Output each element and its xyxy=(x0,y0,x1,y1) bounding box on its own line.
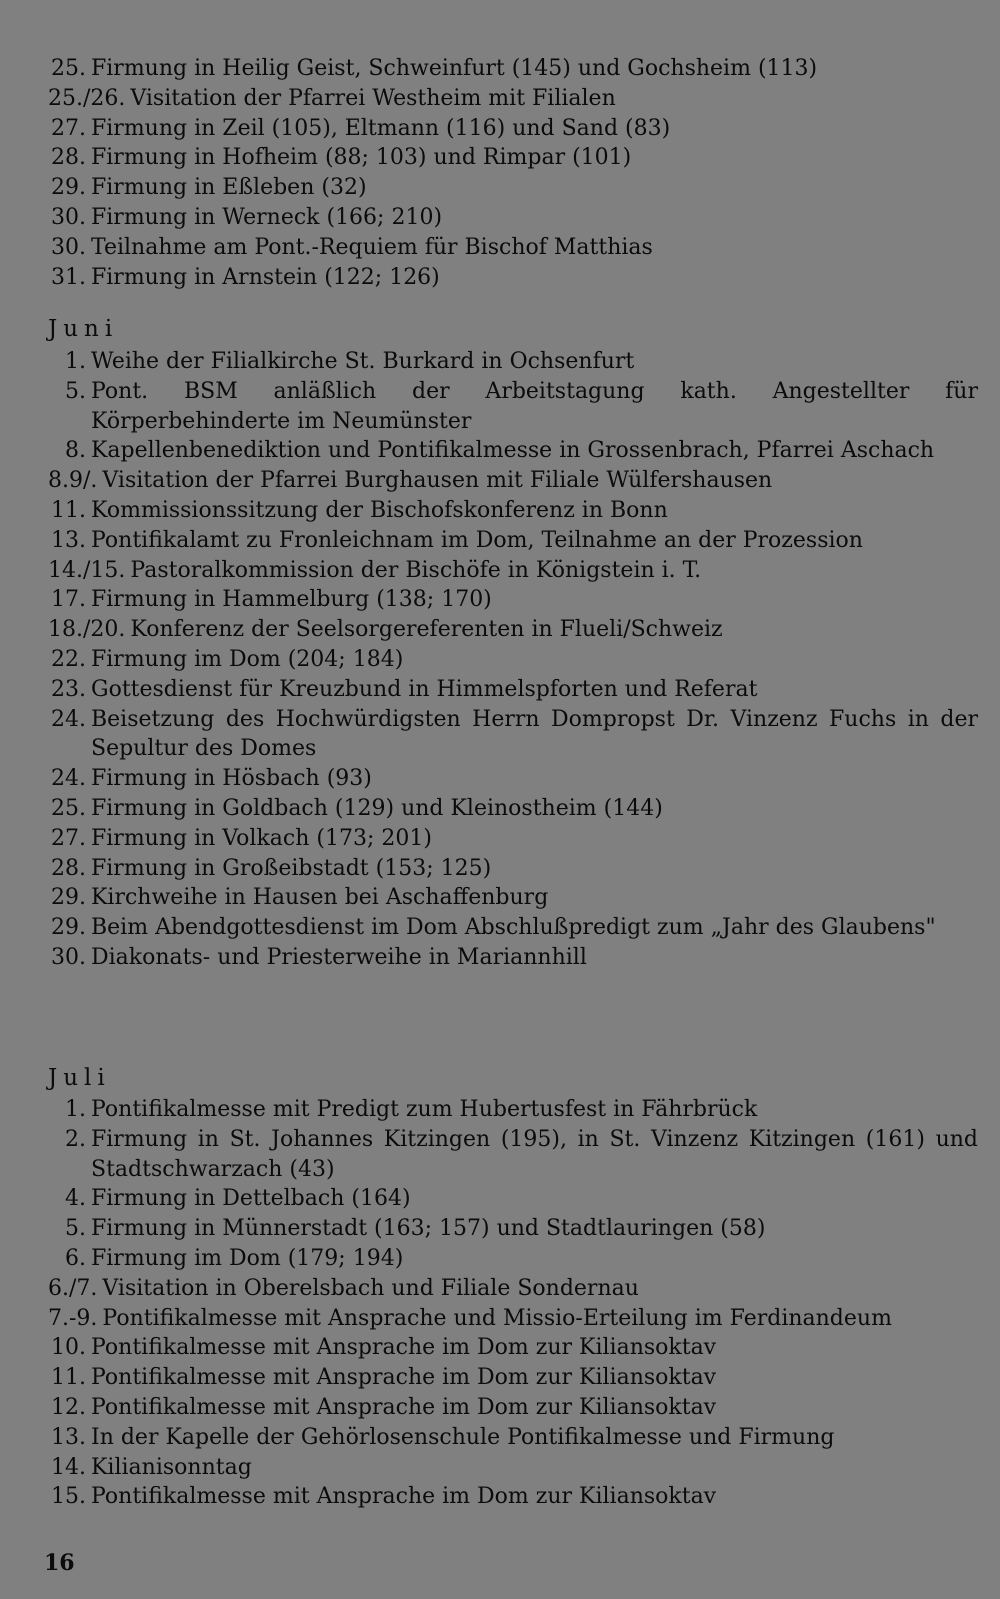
entry-text: Firmung in Goldbach (129) und Kleinostheim (144) xyxy=(91,795,663,821)
entry-text: Firmung in St. Johannes Kitzingen (195), in St. Vinzenz Kitzingen (161) und Stadtschwarzach (43) xyxy=(91,1126,978,1182)
entry-date: 7.-9. xyxy=(48,1305,98,1331)
calendar-entry xyxy=(48,913,978,943)
entry-text: Pontifikalmesse mit Ansprache im Dom zur Kiliansoktav xyxy=(91,1335,717,1361)
calendar-entry xyxy=(48,1184,978,1214)
calendar-entry xyxy=(48,1482,978,1512)
entry-date: 12. xyxy=(51,1394,86,1420)
entry-date: 14./15. xyxy=(48,557,126,583)
calendar-entry xyxy=(48,263,978,293)
calendar-entry xyxy=(48,466,978,496)
month-heading-july: Juli xyxy=(48,1065,111,1091)
entry-text: Pontifikalmesse mit Ansprache und Missio-Erteilung im Ferdinandeum xyxy=(102,1305,892,1331)
entry-text: Firmung im Dom (179; 194) xyxy=(91,1245,404,1271)
entry-text: Pontifikalmesse mit Ansprache im Dom zur Kiliansoktav xyxy=(91,1484,717,1510)
entry-date: 23. xyxy=(51,676,86,702)
entry-date: 27. xyxy=(51,825,86,851)
entry-date: 24. xyxy=(51,706,86,732)
entry-date: 5. xyxy=(65,1216,86,1242)
entry-date: 14. xyxy=(51,1454,86,1480)
calendar-entry xyxy=(48,1333,978,1363)
calendar-entry xyxy=(48,585,978,615)
entry-date: 28. xyxy=(51,145,86,171)
entry-date: 18./20. xyxy=(48,617,126,643)
entry-date: 5. xyxy=(65,378,86,404)
entry-text: Kirchweihe in Hausen bei Aschaffenburg xyxy=(91,885,549,911)
entry-date: 15. xyxy=(51,1484,86,1510)
entry-date: 22. xyxy=(51,646,86,672)
entry-text: Firmung in Hammelburg (138; 170) xyxy=(91,587,492,613)
entry-date: 8.9/. xyxy=(48,468,98,494)
entry-date: 24. xyxy=(51,766,86,792)
entry-date: 30. xyxy=(51,944,86,970)
july-entries xyxy=(48,1095,978,1512)
entry-text: Gottesdienst für Kreuzbund in Himmelspforten und Referat xyxy=(91,676,758,702)
calendar-entry xyxy=(48,794,978,824)
calendar-entry xyxy=(48,854,978,884)
entry-date: 1. xyxy=(65,349,86,374)
calendar-entry xyxy=(48,943,978,973)
calendar-entry xyxy=(48,436,978,466)
entry-date: 1. xyxy=(65,1097,86,1122)
entry-date: 30. xyxy=(51,204,86,230)
calendar-entry xyxy=(48,1244,978,1274)
calendar-entry xyxy=(48,1453,978,1483)
entry-date: 27. xyxy=(51,115,86,141)
entry-text: Visitation der Pfarrei Burghausen mit Filiale Wülfershausen xyxy=(102,468,773,494)
entry-text: Firmung in Eßleben (32) xyxy=(91,175,367,201)
month-heading-june: Juni xyxy=(48,316,119,342)
entry-date: 29. xyxy=(51,915,86,941)
may-entries xyxy=(48,54,978,292)
entry-text: Teilnahme am Pont.-Requiem für Bischof Matthias xyxy=(91,234,653,260)
calendar-entry xyxy=(48,1363,978,1393)
entry-text: Pontifikalmesse mit Predigt zum Hubertusfest in Fährbrück xyxy=(91,1097,758,1122)
calendar-entry xyxy=(48,1393,978,1423)
entry-text: Kommissionssitzung der Bischofskonferenz in Bonn xyxy=(91,497,668,523)
entry-text: Firmung in Zeil (105), Eltmann (116) und Sand (83) xyxy=(91,115,671,141)
entry-text: Pont. BSM anläßlich der Arbeitstagung kath. Angestellter für Körperbehinderte im Neumünster xyxy=(91,378,978,434)
entry-text: Konferenz der Seelsorgereferenten in Flueli/Schweiz xyxy=(130,617,723,643)
entry-date: 8. xyxy=(65,438,86,464)
entry-date: 11. xyxy=(51,1365,86,1391)
entry-date: 13. xyxy=(51,527,86,553)
calendar-entry xyxy=(48,1274,978,1304)
calendar-entry xyxy=(48,883,978,913)
calendar-entry xyxy=(48,1214,978,1244)
entry-date: 25. xyxy=(51,56,86,81)
entry-text: Firmung im Dom (204; 184) xyxy=(91,646,404,672)
calendar-entry xyxy=(48,556,978,586)
calendar-entry xyxy=(48,764,978,794)
entry-text: Firmung in Hösbach (93) xyxy=(91,766,372,792)
entry-text: Kilianisonntag xyxy=(91,1454,252,1480)
entry-text: Firmung in Hofheim (88; 103) und Rimpar (101) xyxy=(91,145,632,171)
entry-text: Visitation in Oberelsbach und Filiale Sondernau xyxy=(102,1275,639,1301)
entry-date: 13. xyxy=(51,1424,86,1450)
entry-date: 4. xyxy=(65,1186,86,1212)
entry-date: 10. xyxy=(51,1335,86,1361)
entry-text: Firmung in Arnstein (122; 126) xyxy=(91,264,440,290)
calendar-entry xyxy=(48,377,978,437)
calendar-entry xyxy=(48,824,978,854)
calendar-entry xyxy=(48,645,978,675)
entry-text: Firmung in Münnerstadt (163; 157) und Stadtlauringen (58) xyxy=(91,1216,766,1242)
calendar-entry xyxy=(48,84,978,114)
entry-date: 17. xyxy=(51,587,86,613)
calendar-entry xyxy=(48,526,978,556)
entry-text: Firmung in Volkach (173; 201) xyxy=(91,825,432,851)
calendar-entry xyxy=(48,1125,978,1185)
entry-text: Beisetzung des Hochwürdigsten Herrn Dompropst Dr. Vinzenz Fuchs in der Sepultur des Domes xyxy=(91,706,978,762)
calendar-entry xyxy=(48,1423,978,1453)
calendar-entry xyxy=(48,203,978,233)
entry-text: Pontifikalmesse mit Ansprache im Dom zur Kiliansoktav xyxy=(91,1394,717,1420)
entry-text: Visitation der Pfarrei Westheim mit Filialen xyxy=(130,85,616,111)
calendar-entry xyxy=(48,1304,978,1334)
entry-date: 25. xyxy=(51,795,86,821)
calendar-entry xyxy=(48,54,978,84)
calendar-entry xyxy=(48,675,978,705)
entry-text: Diakonats- und Priesterweihe in Mariannhill xyxy=(91,944,587,970)
entry-date: 31. xyxy=(51,264,86,290)
calendar-entry xyxy=(48,143,978,173)
entry-date: 30. xyxy=(51,234,86,260)
entry-text: Firmung in Werneck (166; 210) xyxy=(91,204,443,230)
entry-date: 2. xyxy=(65,1126,86,1152)
entry-text: Pontifikalmesse mit Ansprache im Dom zur Kiliansoktav xyxy=(91,1365,717,1391)
entry-text: Pastoralkommission der Bischöfe in Königstein i. T. xyxy=(130,557,702,583)
calendar-entry xyxy=(48,615,978,645)
entry-text: Firmung in Dettelbach (164) xyxy=(91,1186,411,1212)
june-entries xyxy=(48,347,978,973)
entry-text: In der Kapelle der Gehörlosenschule Pontifikalmesse und Firmung xyxy=(91,1424,835,1450)
calendar-entry xyxy=(48,1095,978,1125)
entry-date: 25./26. xyxy=(48,85,126,111)
entry-text: Kapellenbenediktion und Pontifikalmesse in Grossenbrach, Pfarrei Aschach xyxy=(91,438,935,464)
entry-text: Firmung in Großeibstadt (153; 125) xyxy=(91,855,492,881)
entry-text: Beim Abendgottesdienst im Dom Abschlußpredigt zum „Jahr des Glaubens" xyxy=(91,915,936,941)
calendar-entry xyxy=(48,233,978,263)
entry-date: 6./7. xyxy=(48,1275,98,1301)
calendar-entry xyxy=(48,705,978,765)
calendar-entry xyxy=(48,173,978,203)
entry-date: 29. xyxy=(51,175,86,201)
entry-text: Pontifikalamt zu Fronleichnam im Dom, Teilnahme an der Prozession xyxy=(91,527,863,553)
entry-date: 11. xyxy=(51,497,86,523)
entry-text: Firmung in Heilig Geist, Schweinfurt (145) und Gochsheim (113) xyxy=(91,56,818,81)
calendar-entry xyxy=(48,347,978,377)
calendar-entry xyxy=(48,114,978,144)
entry-date: 28. xyxy=(51,855,86,881)
entry-date: 29. xyxy=(51,885,86,911)
entry-date: 6. xyxy=(65,1245,86,1271)
calendar-entry xyxy=(48,496,978,526)
entry-text: Weihe der Filialkirche St. Burkard in Ochsenfurt xyxy=(91,349,635,374)
page-number: 16 xyxy=(44,1550,75,1576)
